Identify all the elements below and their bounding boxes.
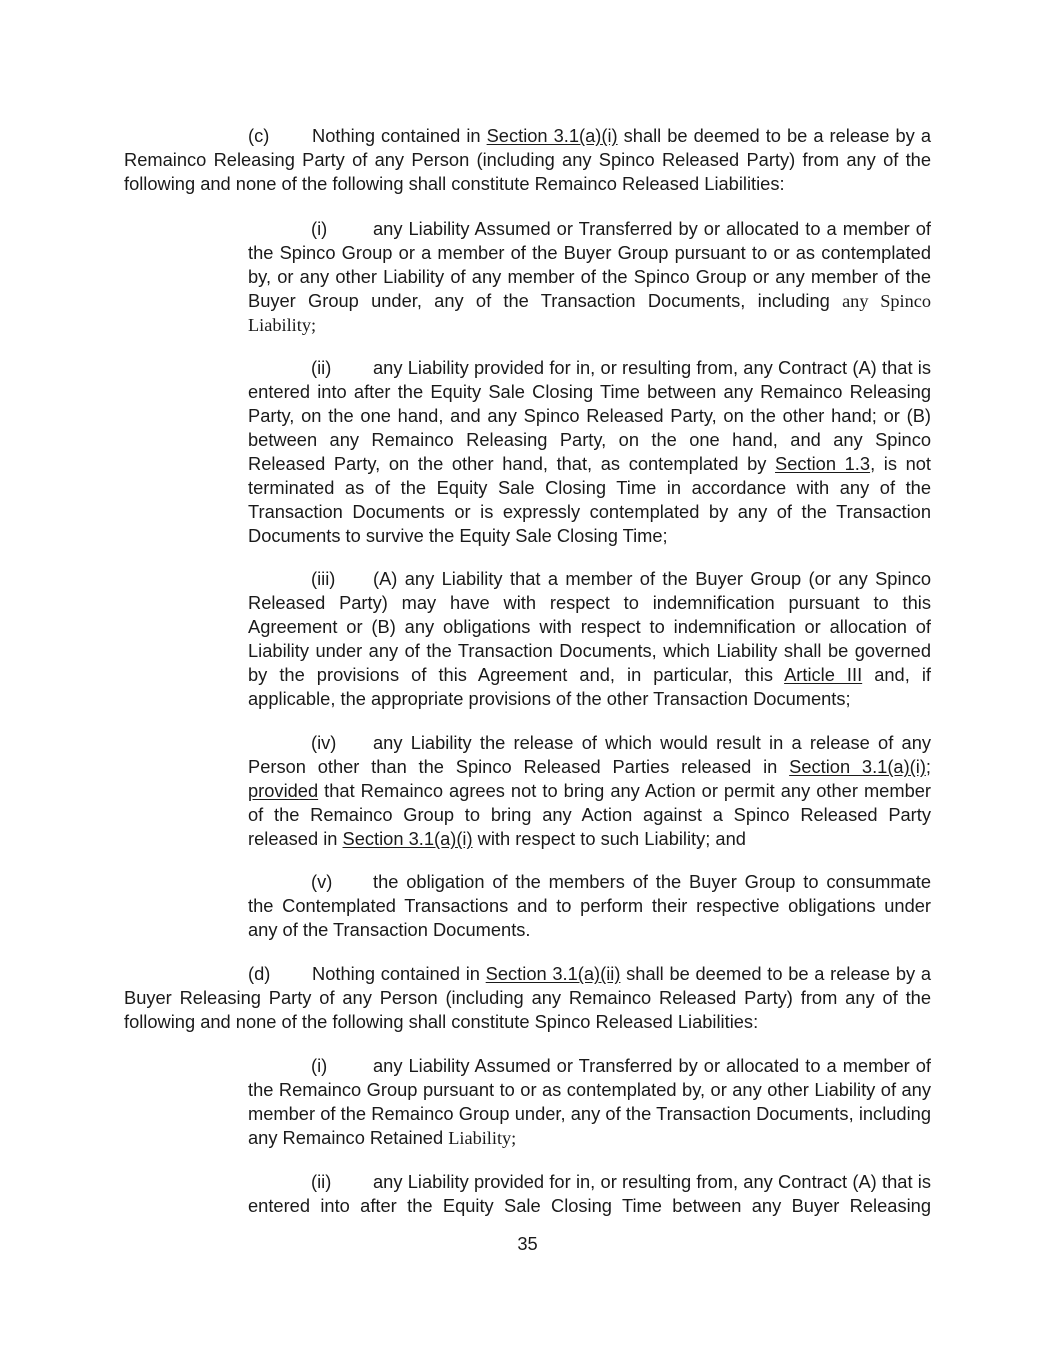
paragraph-c: (c) Nothing contained in Section 3.1(a)(i) shall be deemed to be a release by a Remainco Releasing Party of any Person (including any Spinco Released Party) from any of the following and none of the following shall constitute Remainco Released Liabilities:: [124, 125, 932, 194]
proviso-term: provided: [248, 780, 319, 801]
item-label: (v): [311, 871, 333, 892]
item-label: (iii): [311, 568, 336, 589]
item-label: (ii): [311, 357, 332, 378]
section-reference: Section 3.1(a)(i): [789, 756, 926, 777]
item-label: (ii): [311, 1171, 332, 1192]
paragraph-label: (c): [248, 125, 270, 146]
section-reference: Section 3.1(a)(i): [486, 125, 618, 146]
item-c-v: (v) the obligation of the members of the Buyer Group to consummate the Contemplated Transactions and to perform their respective obligations under any of the Transaction Documents.: [248, 871, 931, 940]
item-label: (i): [311, 1055, 328, 1076]
item-label: (i): [311, 218, 328, 239]
section-reference: Section 3.1(a)(i): [342, 828, 473, 849]
article-reference: Article III: [784, 664, 863, 685]
paragraph-label: (d): [248, 963, 271, 984]
item-d-ii: (ii) any Liability provided for in, or resulting from, any Contract (A) that is entered into after the Equity Sale Closing Time between any Buyer Releasing: [248, 1171, 931, 1216]
paragraph-d: (d) Nothing contained in Section 3.1(a)(ii) shall be deemed to be a release by a Buyer Releasing Party of any Person (including any Remainco Released Party) from any of the following and none of the following shall constitute Spinco Released Liabilities:: [124, 963, 932, 1032]
section-reference: Section 3.1(a)(ii): [485, 963, 621, 984]
item-d-i: (i) any Liability Assumed or Transferred by or allocated to a member of the Remainco Group pursuant to or as contemplated by, or any other Liability of any member of the Remainco Group under, any of the Transaction Documents, including any Remainco Retained Liability;: [248, 1055, 931, 1148]
item-c-iv: (iv) any Liability the release of which would result in a release of any Person other than the Spinco Released Parties released in Section 3.1(a)(i); provided that Remainco agrees not to bring any Action or permit any other member of the Remainco Group to bring any Action against a Spinco Released Party released in Section 3.1(a)(i) with respect to such Liability; and: [248, 732, 931, 849]
item-c-i: (i) any Liability Assumed or Transferred by or allocated to a member of the Spinco Group or a member of the Buyer Group pursuant to or as contemplated by, or any other Liability of any member of the Spinco Group or any member of the Buyer Group under, any of the Transaction Documents, including any Spinco Liability;: [248, 218, 931, 335]
item-label: (iv): [311, 732, 337, 753]
page-number: 35: [517, 1233, 538, 1254]
section-reference: Section 1.3: [775, 453, 871, 474]
item-c-ii: (ii) any Liability provided for in, or resulting from, any Contract (A) that is entered into after the Equity Sale Closing Time between any Remainco Releasing Party, on the one hand, and any Spinco Released Party, on the other hand; or (B) between any Remainco Releasing Party, on the one hand, and any Spinco Released Party, on the other hand, that, as contemplated by Section 1.3, is not terminated as of the Equity Sale Closing Time in accordance with any of the Transaction Documents or is expressly contemplated by any of the Transaction Documents to survive the Equity Sale Closing Time;: [248, 357, 932, 546]
item-c-iii: (iii) (A) any Liability that a member of the Buyer Group (or any Spinco Released Party) may have with respect to indemnification pursuant to this Agreement or (B) any obligations with respect to indemnification or allocation of Liability under any of the Transaction Documents, which Liability shall be governed by the provisions of this Agreement and, in particular, this Article III and, if applicable, the appropriate provisions of the other Transaction Documents;: [248, 568, 931, 709]
